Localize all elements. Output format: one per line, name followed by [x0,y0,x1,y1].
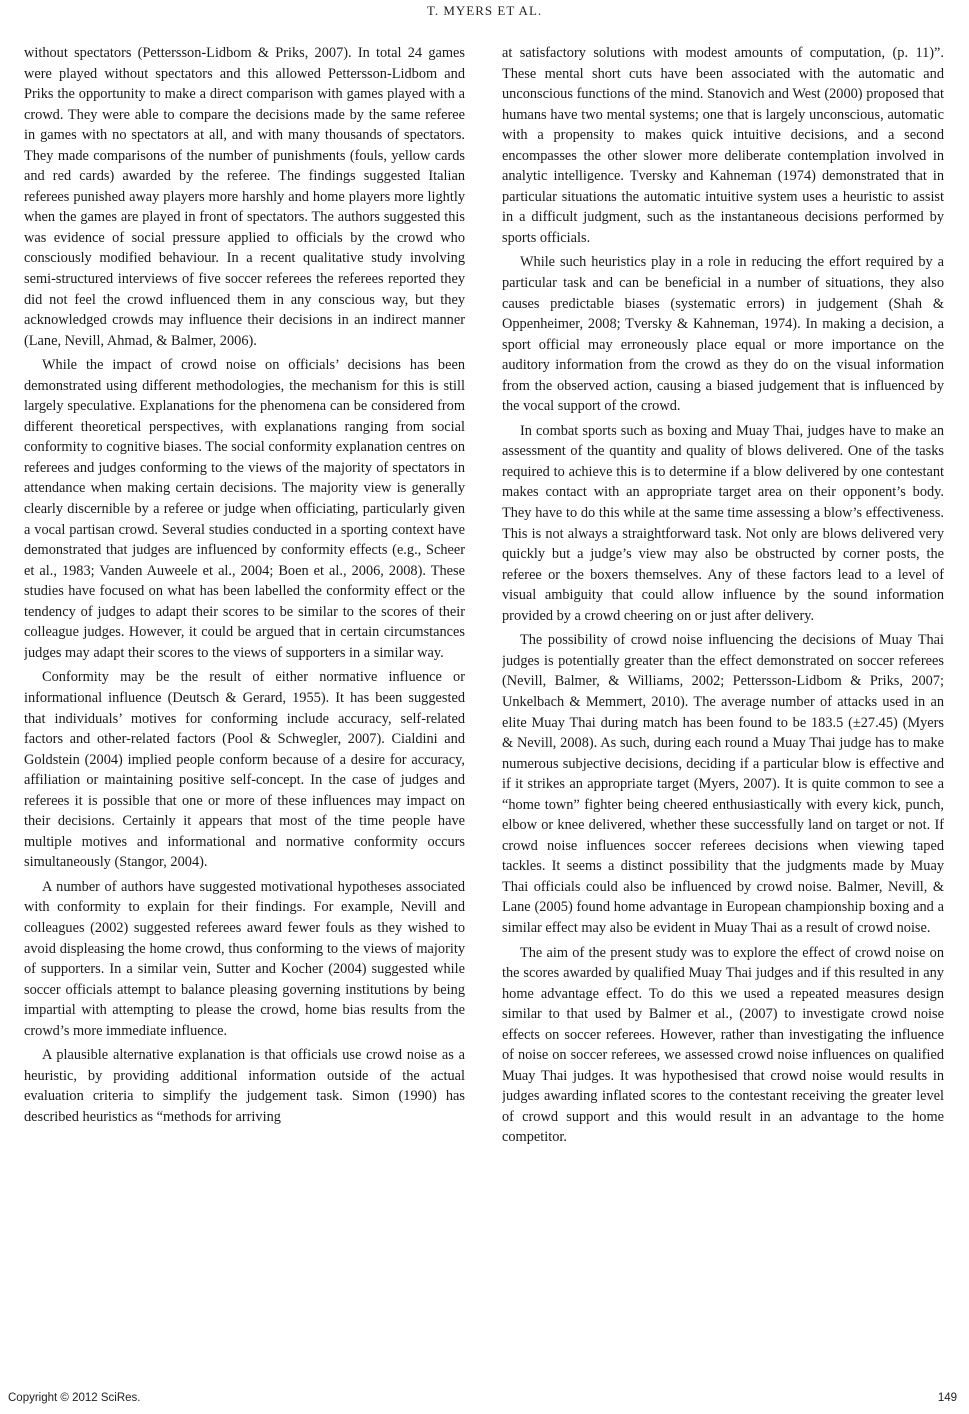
running-head: T. MYERS ET AL. [426,3,543,18]
left-column [24,43,465,1363]
paragraph: at satisfactory solutions with modest amounts of computation, (p. 11)”. These mental short cuts have been associated with the automatic and unconscious functions of the mind. Stanovich and West (2000) proposed that humans have two mental systems; one that is largely unconscious, automatic with a propensity to makes quick intuitive decisions, and a second encompasses the other slower more deliberate contemplation involved in analytic intelligence. Tversky and Kahneman (1974) demonstrated that in particular situations the automatic intuitive system uses a heuristic to assist in a difficult judgment, such as the instantaneous decisions performed by sports officials. [502,45,944,246]
paragraph: In combat sports such as boxing and Muay Thai, judges have to make an assessment of the quantity and quality of blows delivered. One of the tasks required to achieve this is to determine if a blow delivered by one contestant makes contact with an appropriate target area on their opponent’s body. They have to do this while at the same time assessing a blow’s effectiveness. This is not always a straightforward task. Not only are blows delivered very quickly but a judge’s view may also be obstructed by corner posts, the referee or the boxers themselves. Any of these factors lead to a level of visual ambiguity that could allow influence by the sound information provided by a crowd cheering on or just after delivery. [502,422,944,624]
paragraph: The aim of the present study was to explore the effect of crowd noise on the scores awarded by qualified Muay Thai judges and if this resulted in any home advantage effect. To do this we used a repeated measures design similar to that used by Balmer et al., (2007) to investigate crowd noise effects on soccer referees. However, rather than investigating the influence of noise on soccer referees, we assessed crowd noise influences on qualified Muay Thai judges. It was hypothesised that crowd noise would results in judges awarding inflated scores to the contestant receiving the greater level of crowd support and this would result in an advantage to the home competitor. [502,944,944,1146]
right-column [502,43,944,1363]
copyright-notice: Copyright © 2012 SciRes. [8,1392,141,1404]
paragraph: Conformity may be the result of either normative influence or informational influence (Deutsch & Gerard, 1955). It has been suggested that individuals’ motives for conforming include accuracy, self-related factors and other-related factors (Pool & Schwegler, 2007). Cialdini and Goldstein (2004) implied people conform because of a desire for accuracy, affiliation or maintaining positive self-concept. In the case of judges and referees it is possible that one or more of these influences may impact on their decisions. Certainly it appears that most of the time people have multiple motives and informational and normative conformity occurs simultaneously (Stangor, 2004). [24,669,465,871]
paragraph: While such heuristics play in a role in reducing the effort required by a particular task and can be beneficial in a number of situations, they also causes predictable biases (systematic errors) in judgement (Shah & Oppenheimer, 2008; Tversky & Kahneman, 1974). In making a decision, a sport official may erroneously place equal or more importance on the auditory information from the crowd as they do on the visual information from the observed action, causing a biased judgement that is influenced by the vocal support of the crowd. [502,254,944,415]
paragraph: While the impact of crowd noise on officials’ decisions has been demonstrated using different methodologies, the mechanism for this is still largely speculative. Explanations for the phenomena can be considered from different theoretical perspectives, with explanations ranging from social conformity to cognitive biases. The social conformity explanation centres on referees and judges conforming to the views of the majority of spectators in attendance when making certain decisions. The majority view is generally clearly discernible by a referee or judge when officiating, particularly given a vocal partisan crowd. Several studies conducted in a sporting context have demonstrated that judges are influenced by conformity effects (e.g., Scheer et al., 1983; Vanden Auweele et al., 2004; Boen et al., 2006, 2008). These studies have focused on what has been labelled the conformity effect or the tendency of judges to adapt their scores to be similar to the scores of their colleague judges. However, it could be argued that in certain circumstances judges may adapt their scores to the views of supporters in a similar way. [24,357,465,661]
paragraph: A plausible alternative explanation is that officials use crowd noise as a heuristic, by providing additional information outside of the actual evaluation criteria to simplify the judgement task. Simon (1990) has described heuristics as “methods for arriving [24,1047,465,1125]
page-number: 149 [937,1392,957,1404]
paragraph: The possibility of crowd noise influencing the decisions of Muay Thai judges is potentially greater than the effect demonstrated on soccer referees (Nevill, Balmer, & Williams, 2002; Pettersson-Lidbom & Priks, 2007; Unkelbach & Memmert, 2010). The average number of attacks used in an elite Muay Thai during match has been found to be 183.5 (±27.45) (Myers & Nevill, 2008). As such, during each round a Muay Thai judge has to make numerous subjective decisions, deciding if a particular blow is effective and if it strikes an appropriate target (Myers, 2007). It is quite common to see a “home town” fighter being cheered enthusiastically with every kick, punch, elbow or knee delivered, whether these successfully land on target or not. If crowd noise influences soccer referees decisions when viewing taped tackles. It seems a distinct possibility that the judgments made by Muay Thai officials could also be influenced by crowd noise. Balmer, Nevill, & Lane (2005) found home advantage in European championship boxing and a similar effect may also be evident in Muay Thai as a result of crowd noise. [502,632,944,936]
paragraph: without spectators (Pettersson-Lidbom & Priks, 2007). In total 24 games were played without spectators and this allowed Pettersson-Lidbom and Priks the opportunity to make a direct comparison with games played with a crowd. They were able to compare the decisions made by the same referee in games with no spectators at all, and with many thousands of spectators. They made comparisons of the number of punishments (fouls, yellow cards and red cards) awarded by the referee. The findings suggested Italian referees punished away players more harshly and home players more lightly when the games are played in front of spectators. The authors suggested this was evidence of social pressure applied to officials by the crowd who consciously modified behaviour. In a recent qualitative study involving semi-structured interviews of five soccer referees the referees reported they did not feel the crowd influenced them in any conscious way, but they acknowledged crowds may influence their decisions in an indirect manner (Lane, Nevill, Ahmad, & Balmer, 2006). [24,45,465,349]
paragraph: A number of authors have suggested motivational hypotheses associated with conformity to explain for their findings. For example, Nevill and colleagues (2002) suggested referees award fewer fouls as they wished to avoid displeasing the home crowd, thus conforming to the views of majority of supporters. In a similar vein, Sutter and Kocher (2004) suggested while soccer officials attempt to balance pleasing governing institutions by being impartial with attempting to please the crowd, home bias results from the crowd’s more immediate influence. [24,878,465,1039]
